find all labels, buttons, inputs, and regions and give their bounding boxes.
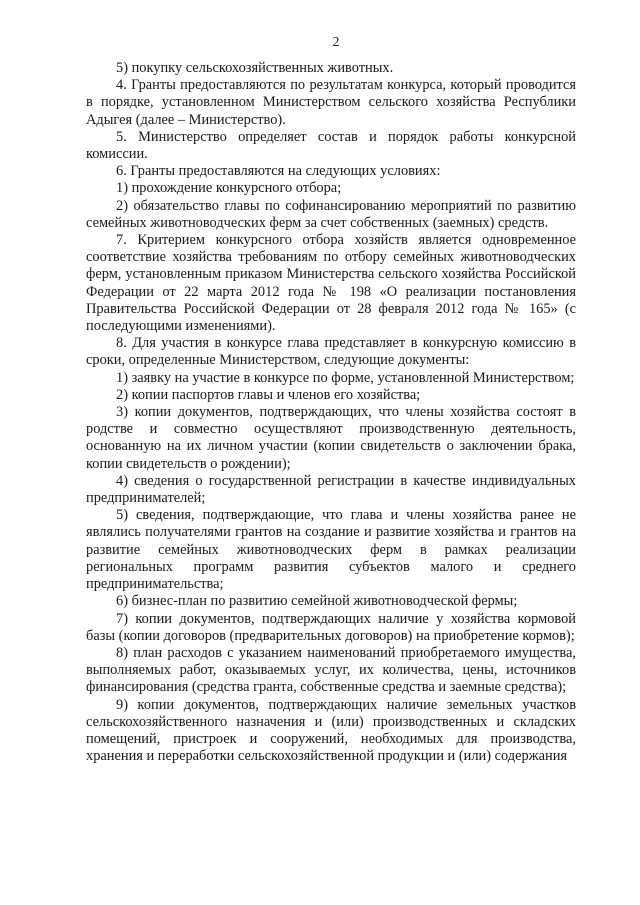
document-item-3: 3) копии документов, подтверждающих, что члены хозяйства состоят в родстве и совместно осуществляют производственную деятельность, основанную на их личном участии (копии свидетельств о заключении брака, копии свидетельств о рождении); <box>86 404 576 472</box>
document-item-1: 1) заявку на участие в конкурсе по форме, установленной Министерством; <box>116 369 575 386</box>
page-number: 2 <box>332 35 340 50</box>
paragraph-item-5-livestock: 5) покупку сельскохозяйственных животных. <box>116 60 394 76</box>
document-item-2: 2) копии паспортов главы и членов его хозяйства; <box>116 386 421 403</box>
paragraph-5-commission: 5. Министерство определяет состав и порядок работы конкурсной комиссии. <box>86 128 576 163</box>
condition-item-2: 2) обязательство главы по софинансированию мероприятий по развитию семейных животноводческих ферм за счет собственных (заемных) средств. <box>86 197 576 231</box>
document-body <box>86 60 576 765</box>
document-item-9: 9) копии документов, подтверждающих наличие земельных участков сельскохозяйственного назначения и (или) производственных и складских помещений, пристроек и сооружений, необходимых для производства, хранения и переработки сельскохозяйственной продукции и (или) содержания <box>86 696 576 765</box>
document-page <box>86 34 576 765</box>
document-item-6: 6) бизнес-план по развитию семейной животноводческой фермы; <box>116 593 518 610</box>
document-item-5: 5) сведения, подтверждающие, что глава и члены хозяйства ранее не являлись получателями грантов на создание и развитие хозяйства и грантов на развитие семейных животноводческих ферм в рамках реализации региональных программ развития субъектов малого и среднего предпринимательства; <box>86 507 576 593</box>
document-item-8: 8) план расходов с указанием наименований приобретаемого имущества, выполняемых работ, оказываемых услуг, их количества, цены, источников финансирования (средства гранта, собственные средства и заемные средства); <box>86 644 576 696</box>
paragraph-4-grants-contest: 4. Гранты предоставляются по результатам конкурса, который проводится в порядке, установленном Министерством сельского хозяйства Республики Адыгея (далее – Министерство). <box>86 77 576 128</box>
paragraph-8-documents: 8. Для участия в конкурсе глава представляет в конкурсную комиссию в сроки, определенные Министерством, следующие документы: <box>86 335 576 369</box>
paragraph-7-criterion: 7. Критерием конкурсного отбора хозяйств является одновременное соответствие хозяйства требованиям по отбору семейных животноводческих ферм, установленным приказом Министерства сельского хозяйства Российской Федерации от 22 марта 2012 года № 198 «О реализации постановления Правительства Российской Федерации от 28 февраля 2012 года № 165» (с последующими изменениями). <box>86 232 576 335</box>
paragraph-6-conditions: 6. Гранты предоставляются на следующих условиях: <box>116 163 441 180</box>
document-item-7: 7) копии документов, подтверждающих наличие у хозяйства кормовой базы (копии договоров (предварительных договоров) на приобретение кормов); <box>86 610 576 644</box>
condition-item-1: 1) прохождение конкурсного отбора; <box>116 180 342 197</box>
document-item-4: 4) сведения о государственной регистрации в качестве индивидуальных предпринимателей; <box>86 472 576 507</box>
